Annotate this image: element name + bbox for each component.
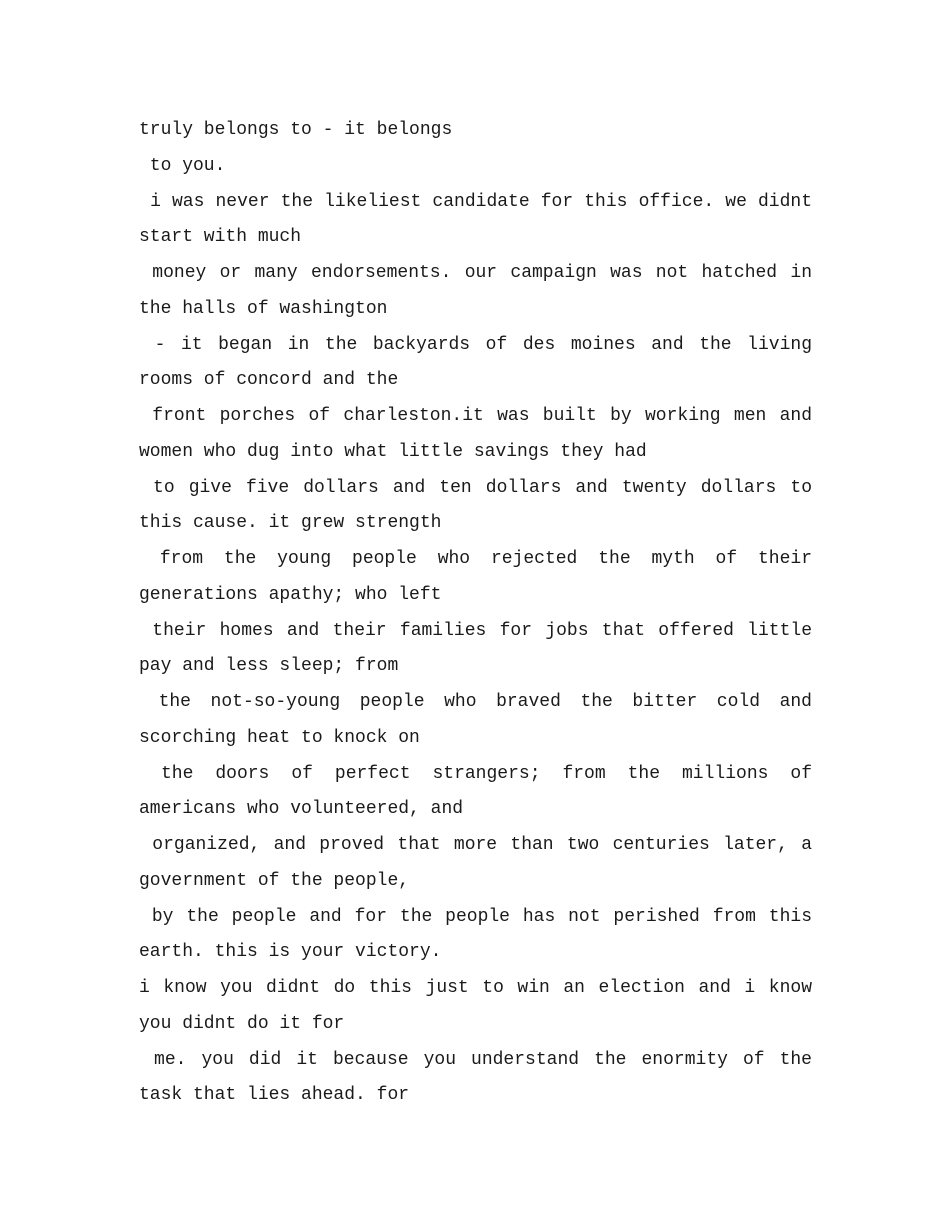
- text-line: government of the people,: [139, 870, 410, 891]
- text-line: rooms of concord and the: [139, 370, 399, 391]
- text-line: earth. this is your victory.: [139, 942, 442, 963]
- text-line: to you.: [139, 155, 226, 176]
- text-line: truly belongs to - it belongs: [139, 120, 453, 140]
- text-line: women who dug into what little savings they had: [139, 441, 647, 462]
- text-line: front porches of charleston.it was built by working men and: [139, 406, 812, 426]
- text-line: this cause. it grew strength: [139, 513, 442, 534]
- text-line: the not-so-young people who braved the bitter cold and: [139, 692, 812, 712]
- text-line: i was never the likeliest candidate for this office. we didnt: [139, 191, 812, 212]
- text-line: generations apathy; who left: [139, 584, 442, 605]
- text-line: by the people and for the people has not perished from this: [139, 906, 812, 927]
- text-line: to give five dollars and ten dollars and twenty dollars to: [139, 477, 812, 498]
- text-line: pay and less sleep; from: [139, 656, 399, 677]
- text-line: scorching heat to knock on: [139, 727, 420, 748]
- speech-text: [139, 113, 812, 1114]
- text-line: me. you did it because you understand the enormity of the: [139, 1049, 812, 1070]
- text-line: the doors of perfect strangers; from the millions of: [139, 763, 812, 784]
- text-line: start with much: [139, 227, 302, 248]
- text-line: from the young people who rejected the myth of their: [139, 549, 812, 569]
- text-line: you didnt do it for: [139, 1013, 345, 1034]
- text-line: the halls of washington: [139, 298, 388, 319]
- text-line: task that lies ahead. for: [139, 1085, 410, 1106]
- text-line: their homes and their families for jobs that offered little: [139, 620, 812, 641]
- text-line: i know you didnt do this just to win an election and i know: [139, 978, 812, 998]
- text-line: - it began in the backyards of des moines and the living: [139, 334, 812, 355]
- text-line: organized, and proved that more than two centuries later, a: [139, 835, 812, 855]
- text-line: americans who volunteered, and: [139, 799, 464, 820]
- text-line: money or many endorsements. our campaign was not hatched in: [139, 263, 812, 283]
